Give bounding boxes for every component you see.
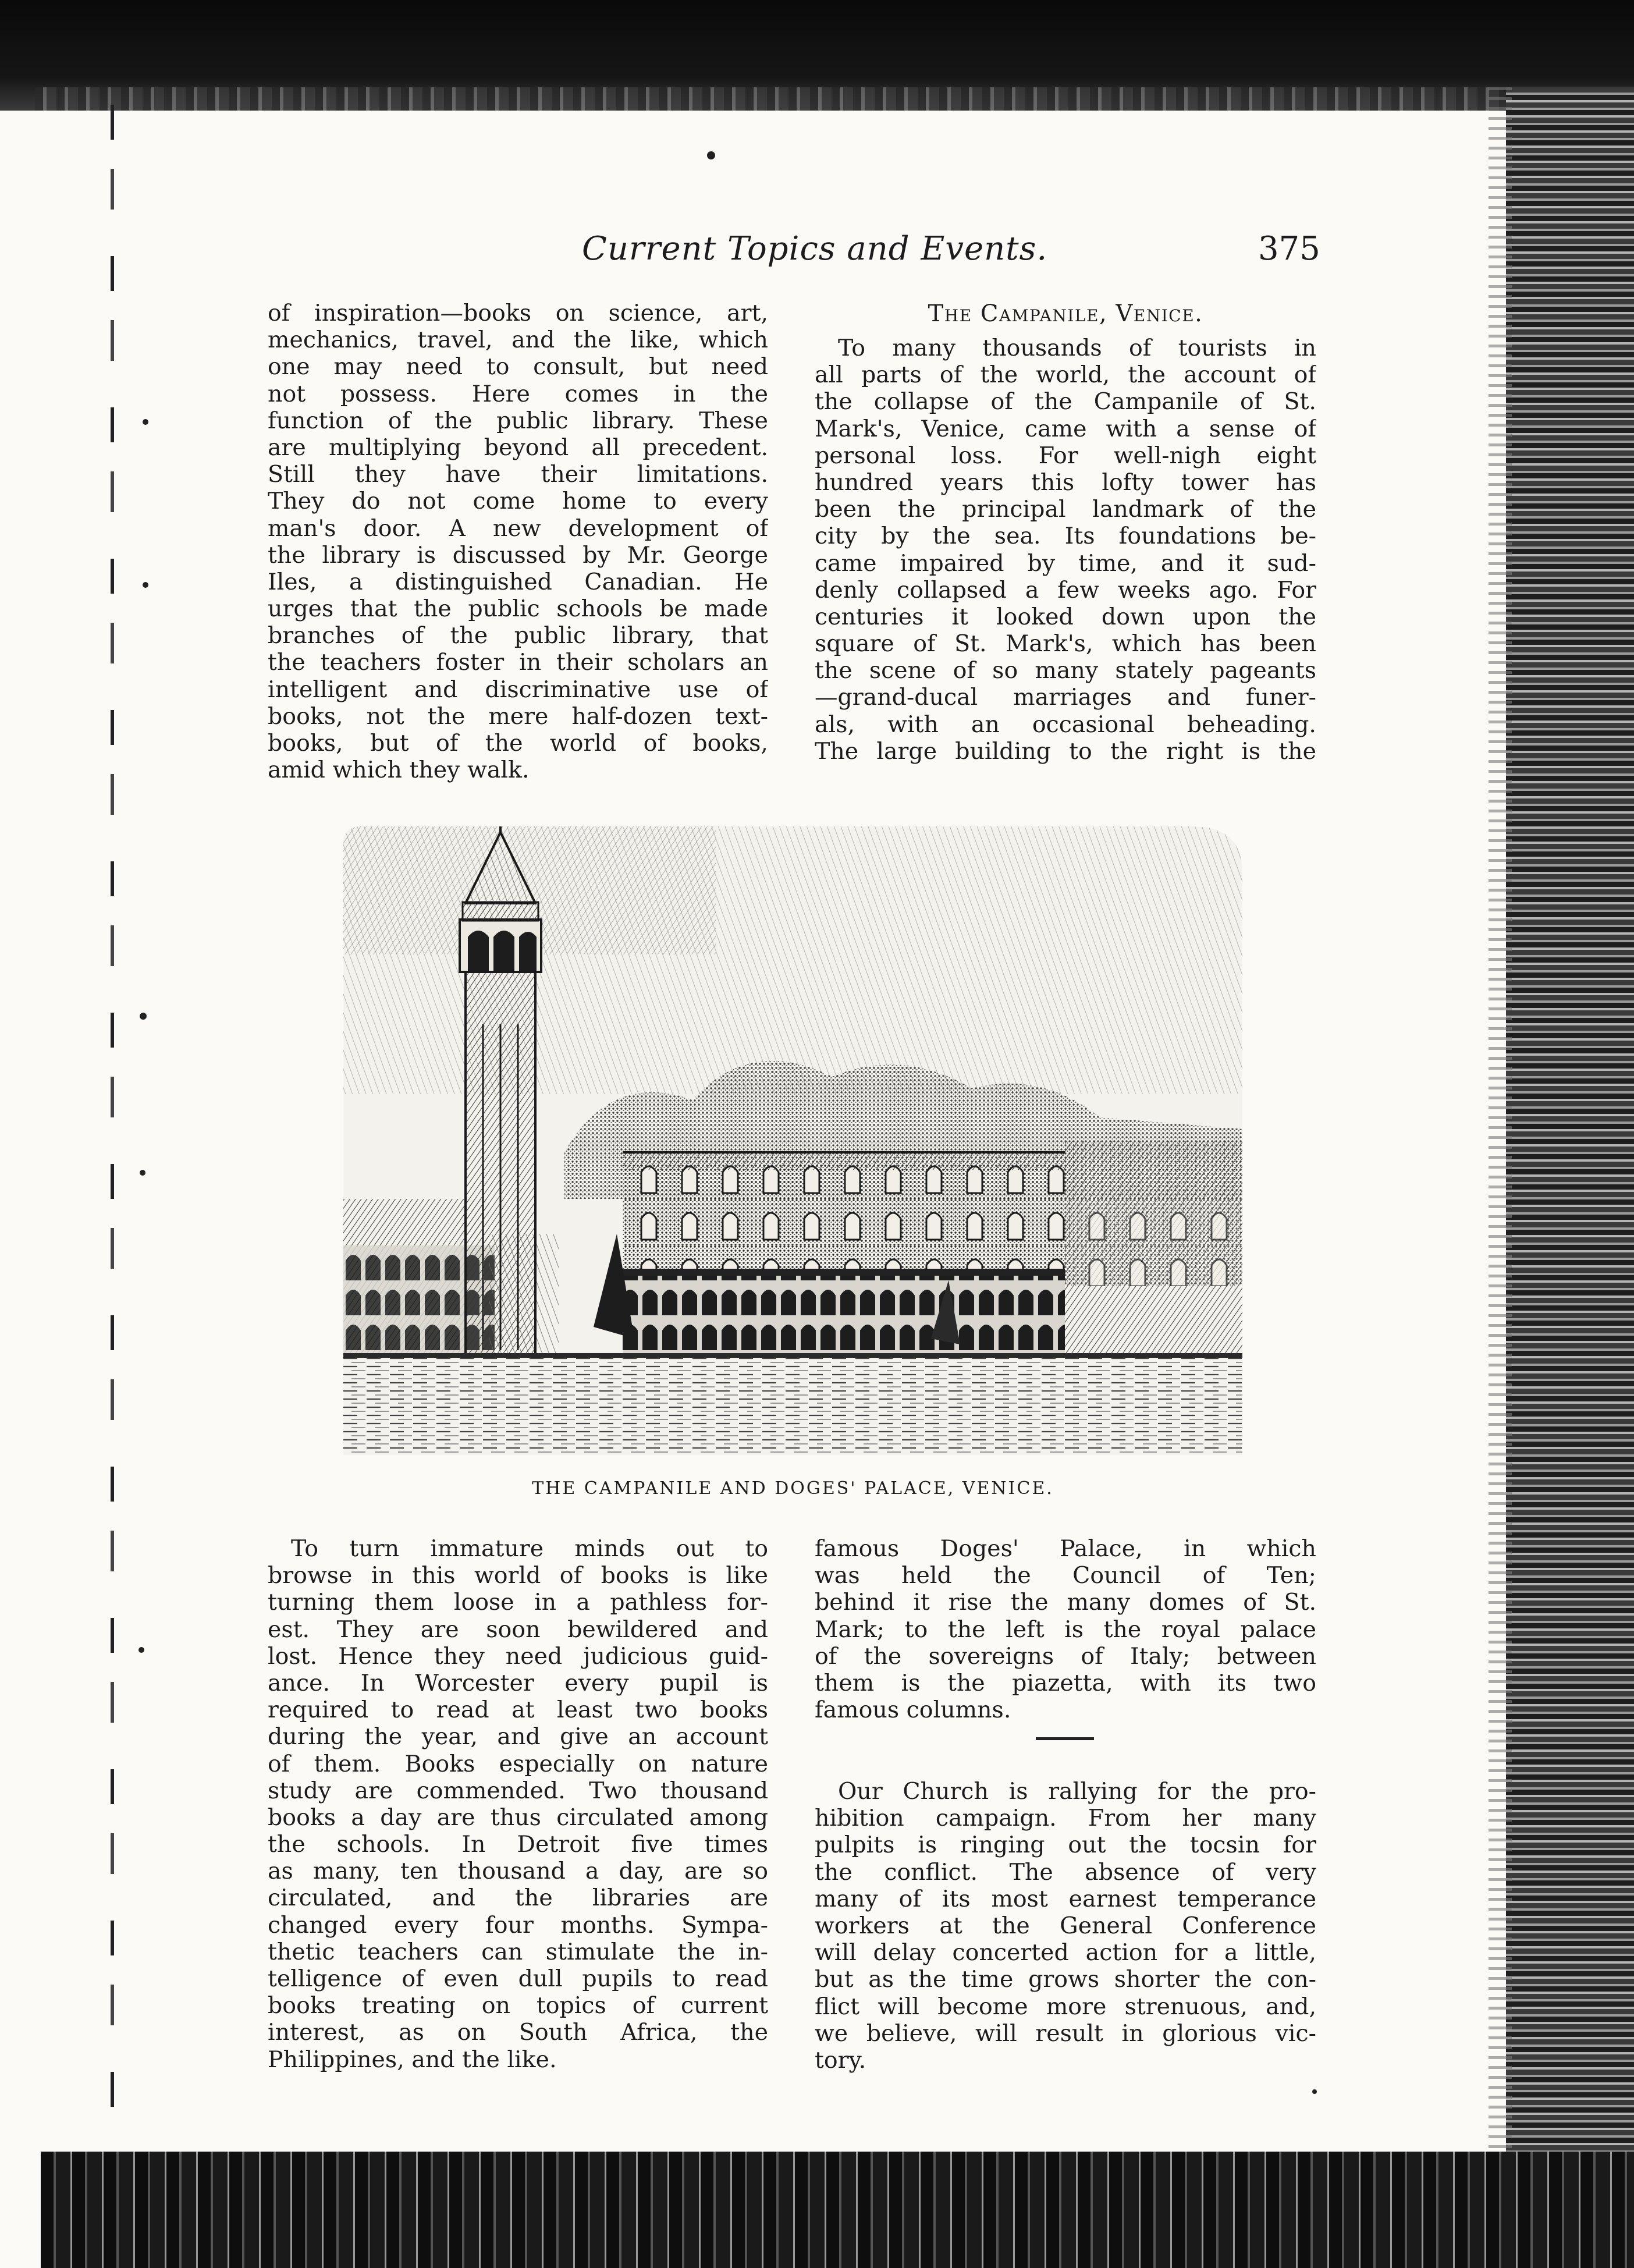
scan-speck xyxy=(140,1013,147,1020)
text-line: personal loss. For well-nigh eight xyxy=(815,442,1316,469)
text-line: are multiplying beyond all precedent. xyxy=(268,434,768,461)
text-line: as many, ten thousand a day, are so xyxy=(268,1858,768,1885)
text-line: amid which they walk. xyxy=(268,757,530,784)
text-line: The large building to the right is the xyxy=(815,737,1316,765)
text-line: the library is discussed by Mr. George xyxy=(268,541,768,569)
text-line: branches of the public library, that xyxy=(268,622,768,649)
text-line: circulated, and the libraries are xyxy=(268,1884,768,1912)
section-divider xyxy=(1036,1737,1094,1740)
scan-speck xyxy=(707,151,715,159)
text-line: one may need to consult, but need xyxy=(268,353,768,381)
text-line: study are commended. Two thousand xyxy=(268,1777,768,1804)
text-line: was held the Council of Ten; xyxy=(815,1562,1316,1589)
scan-speck xyxy=(138,1647,144,1653)
text-line: They do not come home to every xyxy=(268,488,768,515)
text-line: telligence of even dull pupils to read xyxy=(268,1965,768,1992)
text-line: not possess. Here comes in the xyxy=(268,380,768,407)
text-column-bottom-right xyxy=(815,1535,1316,1723)
text-line: required to read at least two books xyxy=(268,1696,768,1724)
text-line: centuries it looked down upon the xyxy=(815,603,1316,630)
text-line: books a day are thus circulated among xyxy=(268,1804,768,1831)
text-line: been the principal landmark of the xyxy=(815,496,1316,523)
scan-edge-right xyxy=(1506,87,1634,2182)
text-line: flict will become more strenuous, and, xyxy=(815,1993,1316,2020)
text-line: them is the piazetta, with its two xyxy=(815,1669,1316,1696)
text-line: we believe, will result in glorious vic- xyxy=(815,2019,1316,2047)
text-line: hundred years this lofty tower has xyxy=(815,468,1316,496)
text-line: mechanics, travel, and the like, which xyxy=(268,326,768,354)
text-column-bottom-left xyxy=(268,1535,768,2073)
text-line: the scene of so many stately pageants xyxy=(815,657,1316,684)
scan-speck xyxy=(143,582,148,588)
text-line: urges that the public schools be made xyxy=(268,595,768,623)
text-line: thetic teachers can stimulate the in- xyxy=(268,1938,768,1965)
text-line: interest, as on South Africa, the xyxy=(268,2019,768,2046)
text-line: man's door. A new development of xyxy=(268,514,768,542)
text-line: function of the public library. These xyxy=(268,407,768,434)
text-line: of inspiration—books on science, art, xyxy=(268,300,768,326)
text-line: famous Doges' Palace, in which xyxy=(815,1535,1316,1562)
text-line: books treating on topics of current xyxy=(268,1992,768,2019)
text-line: many of its most earnest temperance xyxy=(815,1885,1316,1912)
text-line: pulpits is ringing out the tocsin for xyxy=(815,1832,1316,1859)
text-line: came impaired by time, and it sud- xyxy=(815,549,1316,577)
text-line: the collapse of the Campanile of St. xyxy=(815,388,1316,416)
scan-speck xyxy=(143,419,148,425)
text-line: during the year, and give an account xyxy=(268,1723,768,1751)
text-line: Our Church is rallying for the pro- xyxy=(838,1778,1316,1805)
scan-edge-bottom xyxy=(41,2152,1634,2268)
text-line: turning them loose in a pathless for- xyxy=(268,1589,768,1616)
text-line: of the sovereigns of Italy; between xyxy=(815,1642,1316,1670)
text-line: workers at the General Conference xyxy=(815,1912,1316,1939)
text-line: To turn immature minds out to xyxy=(291,1535,768,1562)
text-line: all parts of the world, the account of xyxy=(815,361,1316,389)
scan-edge-left xyxy=(111,105,114,2130)
text-column-bottom-right-prohibition xyxy=(815,1778,1316,2074)
text-line: als, with an occasional beheading. xyxy=(815,711,1316,738)
text-line: hibition campaign. From her many xyxy=(815,1805,1316,1832)
text-line: city by the sea. Its foundations be- xyxy=(815,523,1316,550)
text-line: Mark's, Venice, came with a sense of xyxy=(815,415,1316,442)
scan-speck xyxy=(140,1170,145,1176)
text-line: the teachers foster in their scholars an xyxy=(268,649,768,676)
section-heading: The Campanile, Venice. xyxy=(928,300,1203,327)
text-line: intelligent and discriminative use of xyxy=(268,676,768,703)
figure-caption: THE CAMPANILE AND DOGES' PALACE, VENICE. xyxy=(532,1478,1054,1499)
text-line: will delay concerted action for a little, xyxy=(815,1939,1316,1967)
text-line: est. They are soon bewildered and xyxy=(268,1616,768,1643)
running-title: Current Topics and Events. xyxy=(582,230,1048,268)
text-line: browse in this world of books is like xyxy=(268,1562,768,1589)
text-line: the schools. In Detroit five times xyxy=(268,1831,768,1858)
text-line: behind it rise the many domes of St. xyxy=(815,1589,1316,1616)
text-line: books, not the mere half-dozen text- xyxy=(268,702,768,730)
text-line: Philippines, and the like. xyxy=(268,2046,557,2073)
text-line: tory. xyxy=(815,2046,866,2074)
text-line: books, but of the world of books, xyxy=(268,730,768,757)
text-line: square of St. Mark's, which has been xyxy=(815,630,1316,658)
text-line: but as the time grows shorter the con- xyxy=(815,1966,1316,1993)
text-column-top-left xyxy=(268,300,768,783)
text-line: Iles, a distinguished Canadian. He xyxy=(268,568,768,595)
text-line: lost. Hence they need judicious guid- xyxy=(268,1642,768,1670)
text-column-top-right xyxy=(815,335,1316,765)
text-line: —grand-ducal marriages and funer- xyxy=(815,684,1316,711)
engraving-campanile-doges-palace xyxy=(343,826,1242,1455)
text-line: changed every four months. Sympa- xyxy=(268,1911,768,1939)
text-line: of them. Books especially on nature xyxy=(268,1750,768,1777)
text-line: the conflict. The absence of very xyxy=(815,1858,1316,1886)
scan-edge-top xyxy=(0,0,1634,111)
text-line: denly collapsed a few weeks ago. For xyxy=(815,576,1316,604)
text-line: To many thousands of tourists in xyxy=(838,335,1316,361)
scan-speck xyxy=(1312,2089,1317,2094)
page-number: 375 xyxy=(1258,230,1320,268)
text-line: Still they have their limitations. xyxy=(268,461,768,488)
text-line: ance. In Worcester every pupil is xyxy=(268,1669,768,1696)
text-line: Mark; to the left is the royal palace xyxy=(815,1616,1316,1643)
text-line: famous columns. xyxy=(815,1696,1011,1724)
